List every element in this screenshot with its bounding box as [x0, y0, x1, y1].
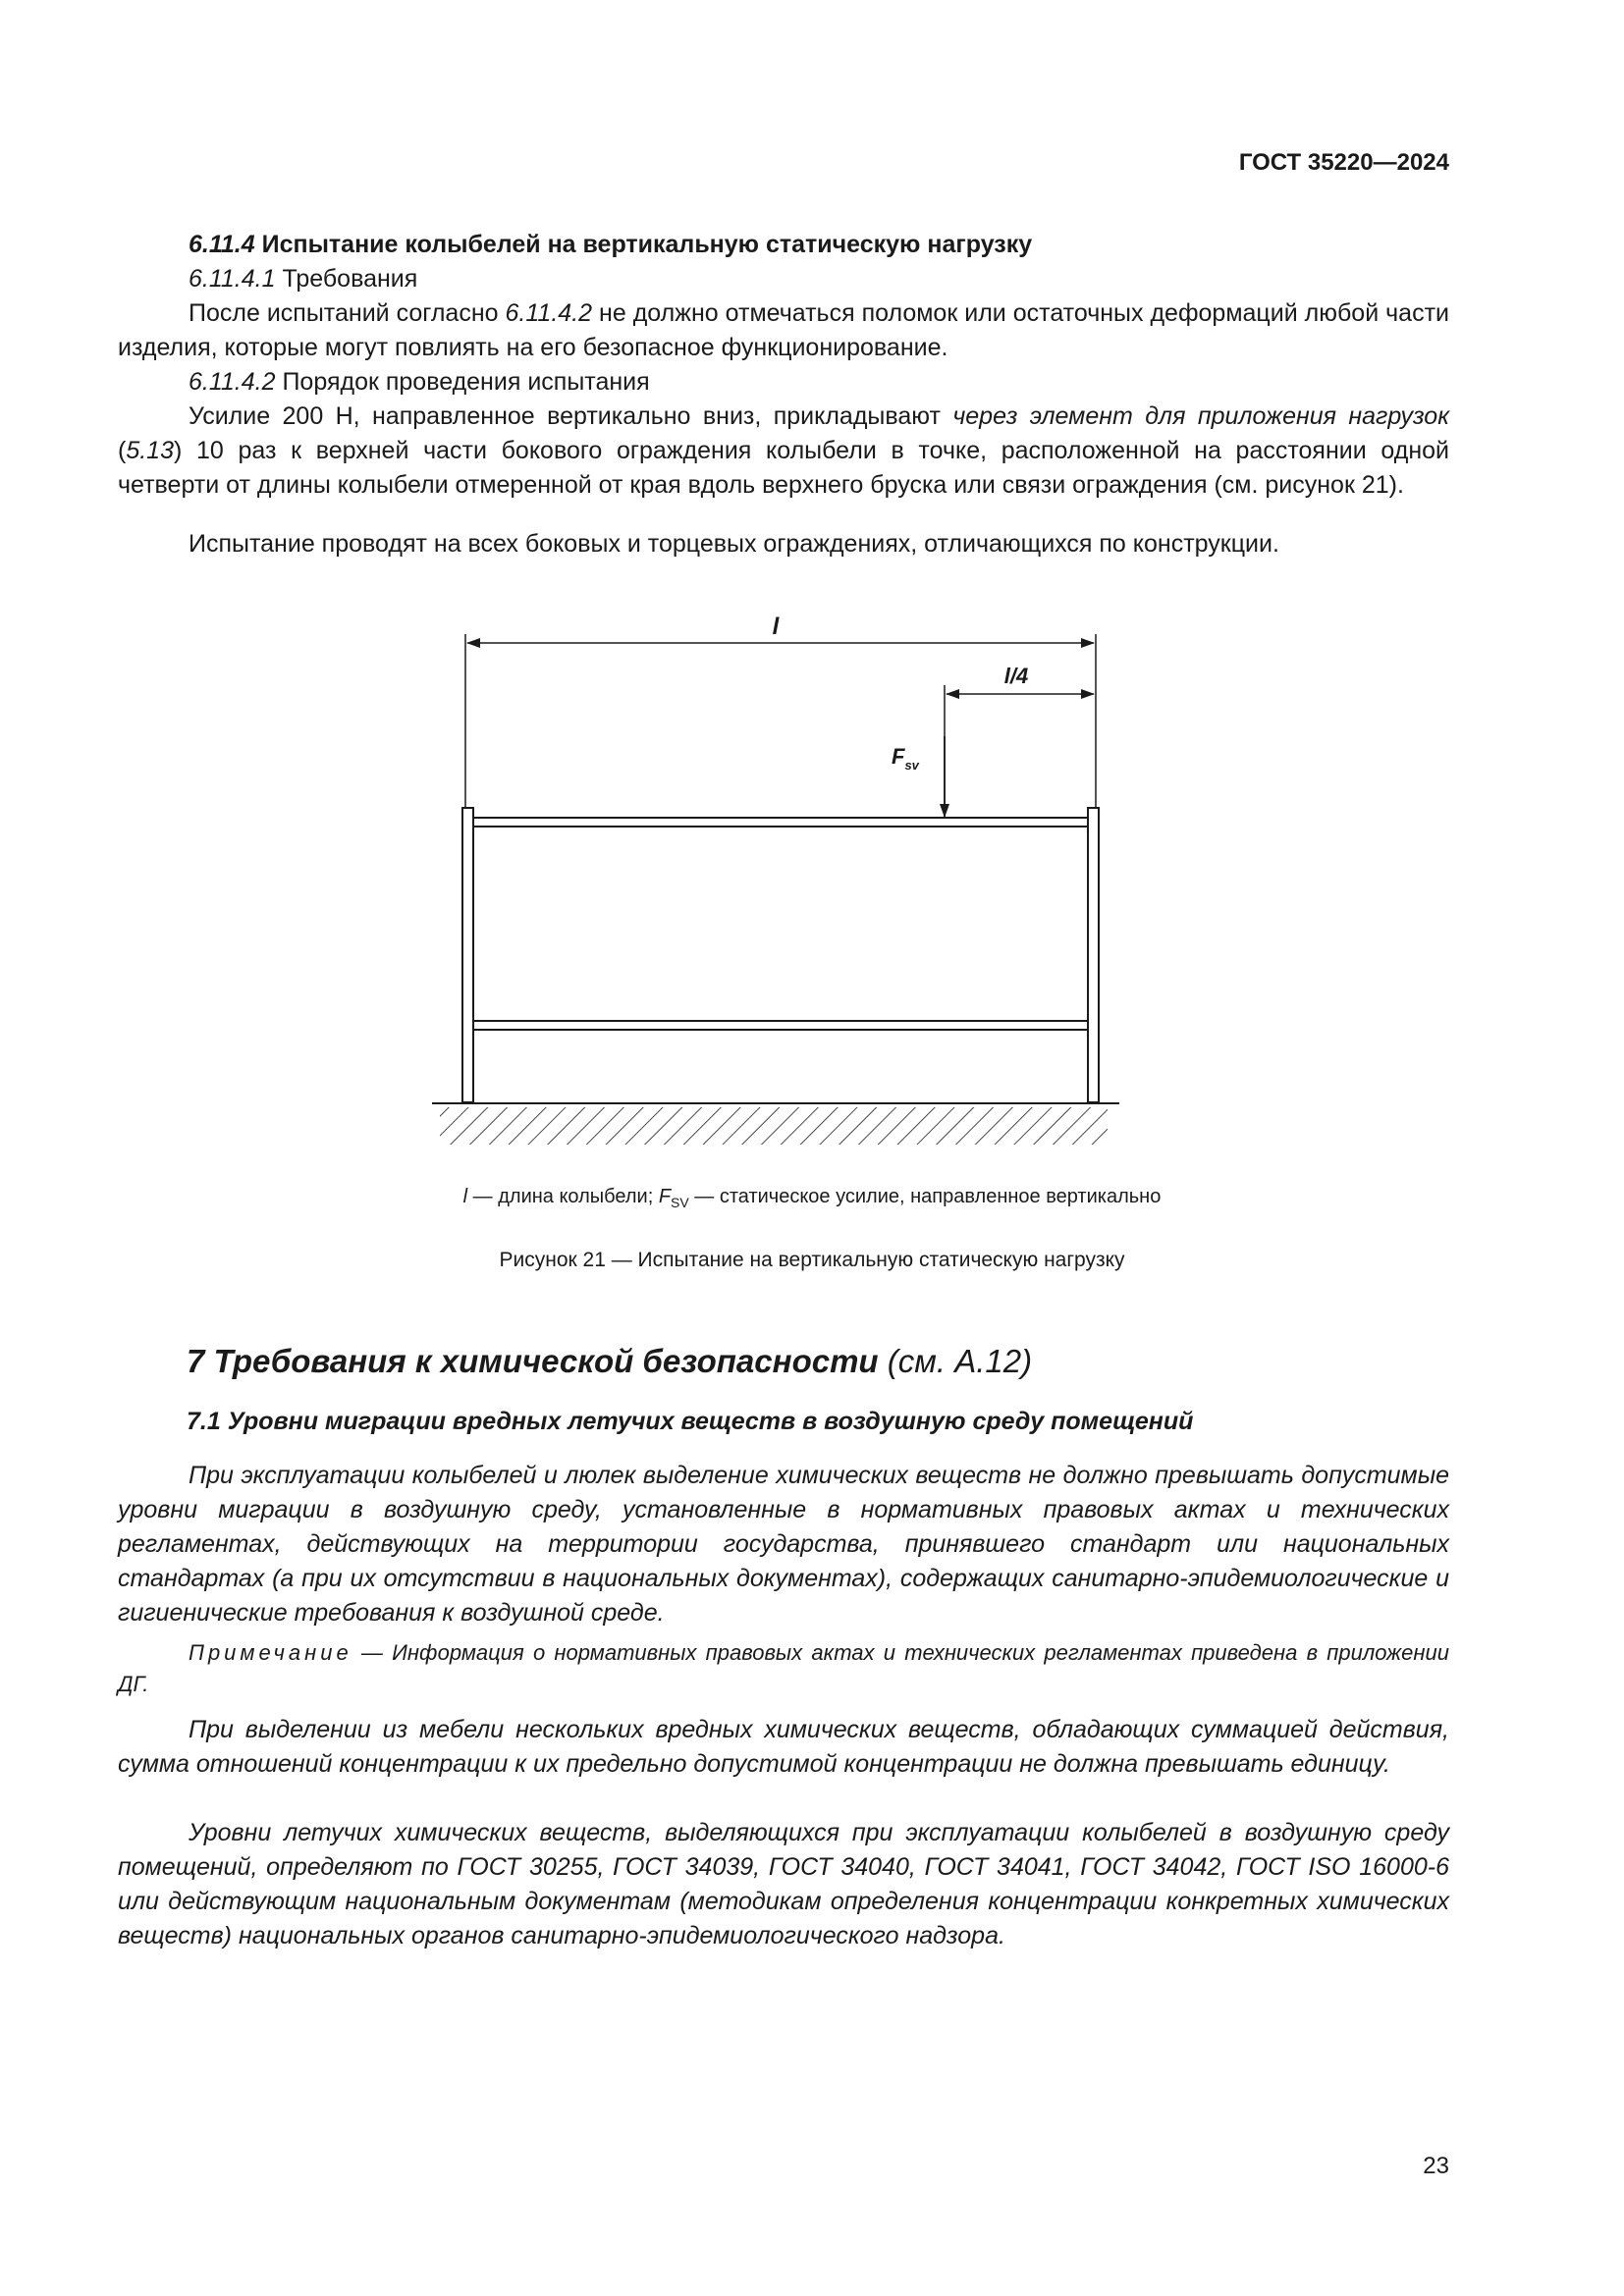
- subsection-6-11-4-2: [118, 365, 1449, 400]
- top-rail: [473, 818, 1088, 827]
- subsection-number: 6.11.4.1: [189, 265, 276, 293]
- legend-symbol-sub: SV: [671, 1195, 689, 1210]
- figure-caption: Рисунок 21 — Испытание на вертикальную статическую нагрузку: [499, 1249, 1125, 1271]
- left-post: [462, 808, 473, 1102]
- label-force: $F_{sv}$: [892, 744, 919, 773]
- subsection-6-11-4-1: [118, 262, 1449, 296]
- legend-text: — статическое усилие, направленное вертикально: [688, 1186, 1162, 1207]
- cross-reference: 6.11.4.2: [505, 299, 593, 327]
- text-run: (: [118, 437, 127, 464]
- note: [118, 1637, 1449, 1700]
- label-length: l: [772, 614, 780, 640]
- figure-21-drawing: [422, 609, 1139, 1158]
- subsection-title: Порядок проведения испытания: [275, 368, 650, 396]
- figure-legend: [0, 1186, 1624, 1210]
- legend-text: — длина колыбели;: [467, 1186, 659, 1207]
- section-title: Испытание колыбелей на вертикальную статическую нагрузку: [254, 231, 1033, 258]
- bottom-rail: [473, 1021, 1088, 1030]
- legend-symbol-f: F: [658, 1186, 672, 1207]
- page-number: 23: [1423, 2153, 1449, 2179]
- note-label: Примечание: [189, 1640, 352, 1665]
- section-title: 7 Требования к химической безопасности: [187, 1343, 879, 1379]
- label-quarter-length: l/4: [1003, 664, 1029, 688]
- procedure-paragraph: [118, 400, 1449, 503]
- subsection-number: 6.11.4.2: [189, 368, 276, 396]
- section-number: 6.11.4: [189, 231, 255, 258]
- paragraph-7-1-1: При эксплуатации колыбелей и люлек выделение химических веществ не должно превышать допустимые уровни миграции в воздушную среду, установленные в нормативных правовых актах и технических регламентах, действующих на территории государства, принявшего стандарт или национальных стандартах (а при их отсутствии в национальных документах), содержащих санитарно-эпидемиологические и гигиенические требования к воздушной среде.: [118, 1462, 1449, 1627]
- legend-symbol-l: l: [462, 1186, 468, 1207]
- note-text: — Информация о нормативных правовых актах и технических регламентах приведена в приложении ДГ.: [118, 1640, 1449, 1696]
- term-italic: через элемент для приложения нагрузок: [952, 402, 1449, 430]
- section-7-1-title: 7.1 Уровни миграции вредных летучих веществ в воздушную среду помещений: [187, 1408, 1194, 1435]
- text-run: После испытаний согласно: [189, 299, 506, 327]
- text-run: не должно отмечаться поломок или остаточных деформаций любой части изделия, которые могут повлиять на его безопасное функционирование.: [118, 299, 1449, 361]
- text-run: Усилие 200 Н, направленное вертикально вниз, прикладывают: [189, 402, 953, 430]
- paragraph-7-1-3: Уровни летучих химических веществ, выделяющихся при эксплуатации колыбелей в воздушную среду помещений, определяют по ГОСТ 30255, ГОСТ 34039, ГОСТ 34040, ГОСТ 34041, ГОСТ 34042, ГОСТ ISO 16000-6 или действующим национальным документам (методикам определения концентрации конкретных химических веществ) национальных органов санитарно-эпидемиологического надзора.: [118, 1819, 1449, 1949]
- ground-hatch: [436, 1105, 1113, 1145]
- section-7-title: [187, 1343, 1032, 1380]
- standard-number: ГОСТ 35220—2024: [1238, 149, 1449, 176]
- requirements-paragraph: [118, 296, 1449, 365]
- right-post: [1088, 808, 1099, 1102]
- section-6-11-4-title: [118, 228, 1449, 262]
- cross-reference: 5.13: [126, 437, 174, 464]
- subsection-title: Требования: [275, 265, 418, 293]
- paragraph-7-1-2: При выделении из мебели нескольких вредных химических веществ, обладающих суммацией действия, сумма отношений концентрации к их предельно допустимой концентрации не должна превышать единицу.: [118, 1716, 1449, 1778]
- text-run: ) 10 раз к верхней части бокового ограждения колыбели в точке, расположенной на расстоянии одной четверти от длины колыбели отмеренной от края вдоль верхнего бруска или связи ограждения (см. рисунок 21).: [118, 437, 1449, 499]
- section-reference: (см. А.12): [878, 1343, 1033, 1379]
- procedure-paragraph-2: Испытание проводят на всех боковых и торцевых ограждениях, отличающихся по конструкции.: [189, 530, 1279, 558]
